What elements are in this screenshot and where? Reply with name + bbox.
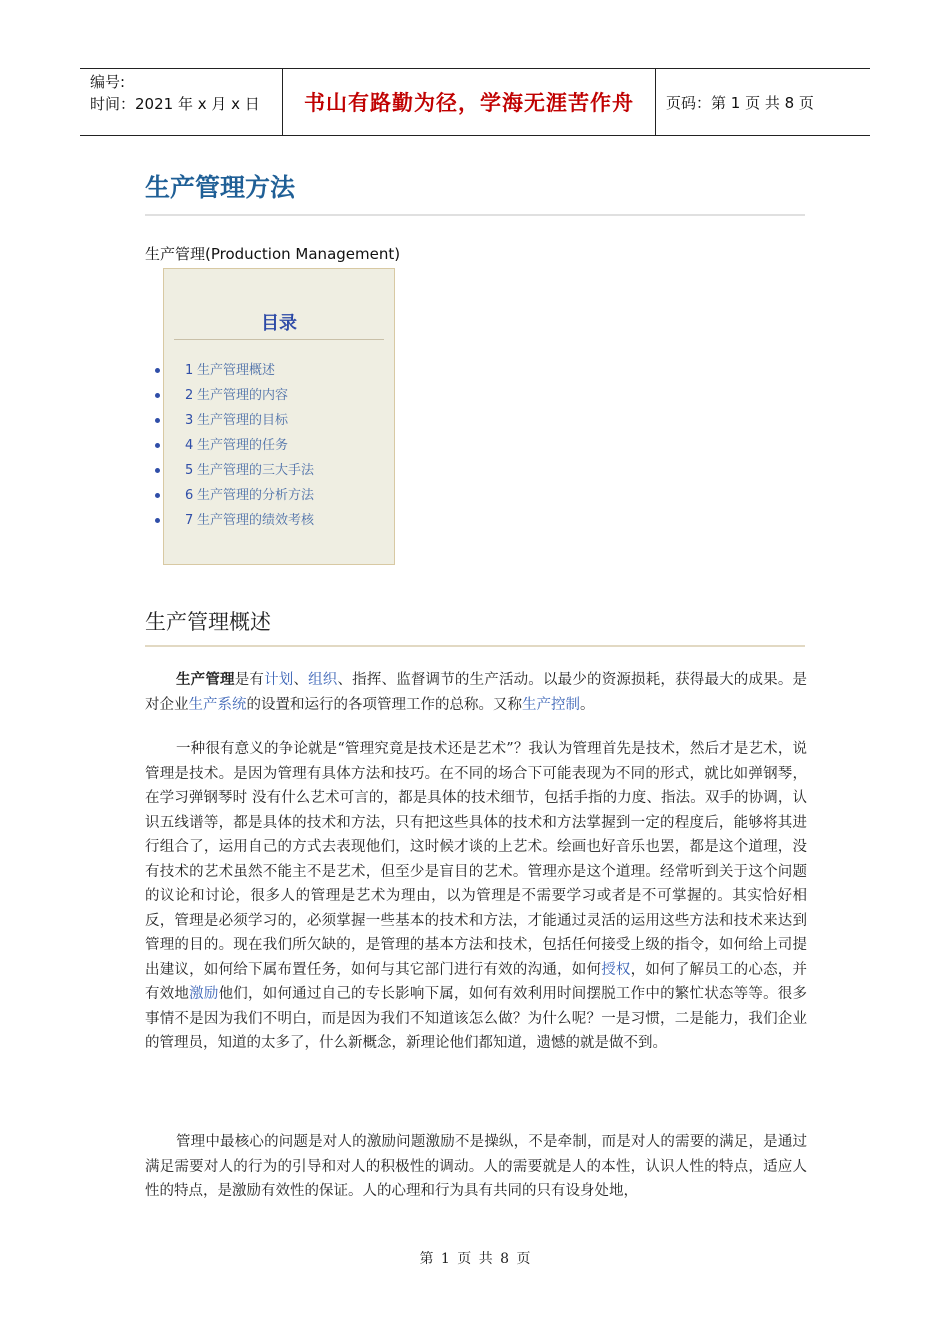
text-span: ，如何了解员工的心态，并有效地 bbox=[145, 961, 808, 1002]
bullet-icon bbox=[155, 468, 160, 473]
header-meta-cell bbox=[80, 69, 282, 135]
link-production-control[interactable]: 生产控制 bbox=[522, 696, 580, 713]
toc-item-7[interactable] bbox=[164, 512, 394, 537]
text-span: 、 bbox=[293, 672, 309, 688]
toc-item-number: 3 bbox=[185, 413, 194, 428]
link-authorization[interactable]: 授权 bbox=[601, 961, 631, 978]
bullet-icon bbox=[155, 443, 160, 448]
text-span: 他们，如何通过自己的专长影响下属，如何有效利用时间摆脱工作中的繁忙状态等等。很多事情不是因为我们不明白，而是因为我们不知道该怎么做？为什么呢？一是习惯，二是能力，我们企业的管理员，知道的太多了，什么新概念，新理论他们都知道，遗憾的就是做不到。 bbox=[145, 986, 808, 1051]
toc-item-number: 2 bbox=[185, 388, 194, 403]
text-span: 一种很有意义的争论就是“管理究竟是技术还是艺术”？我认为管理首先是技术，然后才是艺术，说管理是技术。是因为管理有具体方法和技巧。在不同的场合下可能表现为不同的形式，就比如弹钢琴，在学习弹钢琴时 没有什么艺术可言的，都是具体的技术细节，包括手指的力度、指法。双手的协调，认识五线谱等，都是具体的技术和方法，只有把这些具体的技术和方法掌握到一定的程度后，能够将其进行组合了，运用自己的方式去表现他们，这时候才谈的上艺术。绘画也好音乐也罢，都是这个道理，没有技术的艺术虽然不能主不是艺术，但至少是盲目的艺术。管理亦是这个道理。经常听到关于这个问题的议论和讨论，很多人的管理是艺术为理由，以为管理是不需要学习或者是不可掌握的。其实恰好相反，管理是必须学习的，必须掌握一些基本的技术和方法，才能通过灵活的运用这些方法和技术来达到管理的目的。现在我们所欠缺的，是管理的基本方法和技术，包括任何接受上级的指令，如何给上司提出建议，如何给下属布置任务，如何与其它部门进行有效的沟通，如何 bbox=[145, 741, 807, 978]
toc-item-2[interactable] bbox=[164, 387, 394, 412]
link-plan[interactable]: 计划 bbox=[264, 672, 294, 688]
paragraph-technique-or-art bbox=[145, 737, 807, 1056]
document-time-label: 时间：2021 年 x 月 x 日 bbox=[90, 95, 260, 113]
document-number-label: 编号: bbox=[90, 73, 126, 91]
toc-item-number: 7 bbox=[185, 513, 194, 528]
header-motto: 书山有路勤为径，学海无涯苦作舟 bbox=[282, 69, 656, 135]
bullet-icon bbox=[155, 393, 160, 398]
bullet-icon bbox=[155, 493, 160, 498]
paragraph-motivation-core: 管理中最核心的问题是对人的激励问题激励不是操纵，不是牵制，而是对人的需要的满足，是通过满足需要对人的行为的引导和对人的积极性的调动。人的需要就是人的本性，认识人性的特点，适应人性的特点，是激励有效性的保证。人的心理和行为具有共同的只有设身处地， bbox=[145, 1134, 807, 1199]
toc-item-link[interactable]: 生产管理的内容 bbox=[197, 388, 289, 403]
toc-item-link[interactable]: 生产管理的分析方法 bbox=[197, 488, 315, 503]
toc-item-number: 6 bbox=[185, 488, 194, 503]
toc-item-link[interactable]: 生产管理的三大手法 bbox=[197, 463, 315, 478]
link-motivation[interactable]: 激励 bbox=[189, 986, 219, 1002]
toc-item-link[interactable]: 生产管理概述 bbox=[197, 363, 276, 378]
text-span: 、指挥、监督调节的生产活动。以最少的资源损耗，获得最大的成果。是对企业 bbox=[145, 672, 808, 713]
header-page-info: 页码：第 1 页 共 8 页 bbox=[666, 93, 814, 112]
toc-item-3[interactable] bbox=[164, 412, 394, 437]
toc-item-4[interactable] bbox=[164, 437, 394, 462]
toc-item-number: 4 bbox=[185, 438, 194, 453]
text-span: 是有 bbox=[234, 672, 265, 688]
toc-item-number: 5 bbox=[185, 463, 194, 478]
toc-item-link[interactable]: 生产管理的目标 bbox=[197, 413, 289, 428]
toc-item-1[interactable] bbox=[164, 362, 394, 387]
page-footer: 第 1 页 共 8 页 bbox=[419, 1251, 531, 1267]
bullet-icon bbox=[155, 368, 160, 373]
text-span: 。 bbox=[580, 696, 595, 713]
bullet-icon bbox=[155, 518, 160, 523]
document-header-table bbox=[80, 68, 870, 136]
toc-item-number: 1 bbox=[185, 363, 194, 378]
paragraph-definition bbox=[145, 668, 807, 717]
page-subtitle: 生产管理(Production Management) bbox=[145, 245, 401, 263]
link-organization[interactable]: 组织 bbox=[308, 672, 338, 688]
toc-title: 目录 bbox=[174, 309, 384, 340]
toc-item-link[interactable]: 生产管理的绩效考核 bbox=[197, 513, 315, 528]
toc-item-link[interactable]: 生产管理的任务 bbox=[197, 438, 289, 453]
toc-item-6[interactable] bbox=[164, 487, 394, 512]
toc-item-5[interactable] bbox=[164, 462, 394, 487]
toc-list bbox=[164, 362, 394, 537]
page-title: 生产管理方法 bbox=[145, 168, 805, 216]
link-production-system[interactable]: 生产系统 bbox=[188, 696, 247, 713]
bullet-icon bbox=[155, 418, 160, 423]
text-span: 的设置和运行的各项管理工作的总称。又称 bbox=[246, 696, 522, 713]
section-heading-overview: 生产管理概述 bbox=[145, 606, 805, 647]
table-of-contents bbox=[163, 268, 395, 565]
term-production-management: 生产管理 bbox=[176, 671, 235, 688]
